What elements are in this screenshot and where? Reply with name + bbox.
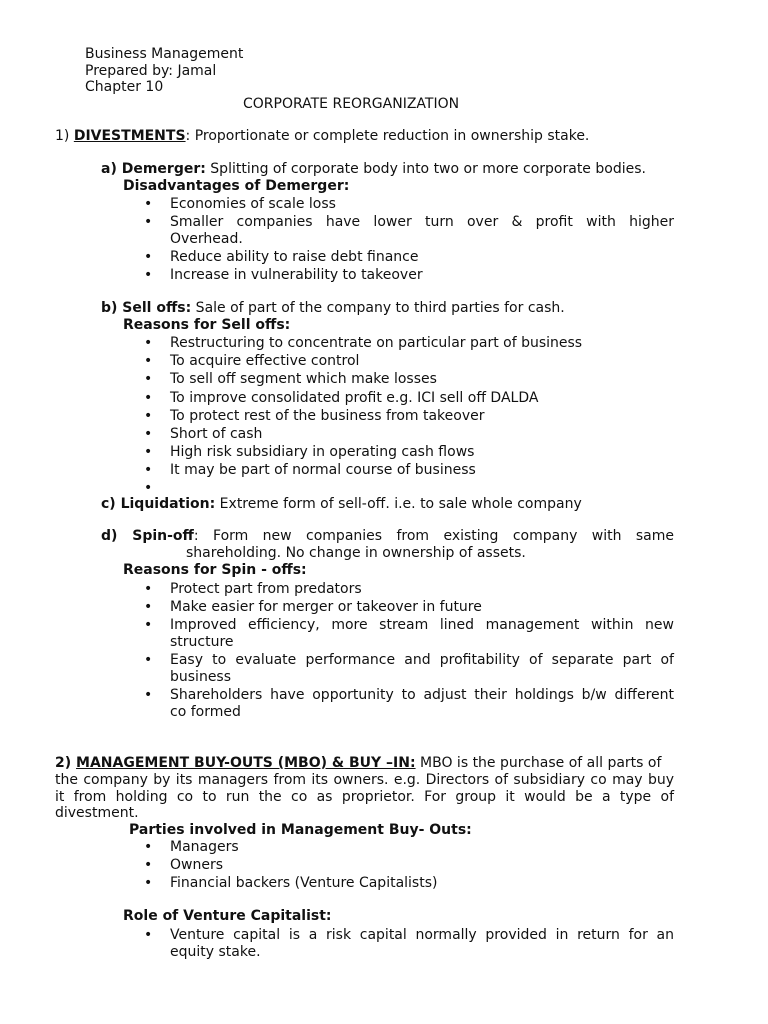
list-item: Make easier for merger or takeover in future: [170, 599, 482, 615]
list-item: Managers: [170, 839, 239, 855]
sell-offs-subheading: Reasons for Sell offs:: [123, 317, 291, 333]
section-2-paragraph-line: divestment.: [55, 805, 139, 821]
bullet-icon: •: [144, 875, 153, 891]
bullet-icon: •: [144, 462, 153, 478]
section-1-number: 1): [55, 128, 74, 144]
list-item: It may be part of normal course of business: [170, 462, 476, 478]
liquidation-line: [101, 496, 582, 513]
bullet-icon: •: [144, 581, 153, 597]
bullet-icon: •: [144, 371, 153, 387]
bullet-icon: •: [144, 196, 153, 212]
spin-off-text-continued: shareholding. No change in ownership of assets.: [186, 545, 526, 561]
list-item: Protect part from predators: [170, 581, 362, 597]
bullet-icon: •: [144, 390, 153, 406]
document-title: CORPORATE REORGANIZATION: [243, 96, 460, 112]
list-item-continuation: equity stake.: [170, 944, 261, 960]
list-item: Easy to evaluate performance and profitability of separate part of: [170, 652, 674, 668]
bullet-icon: •: [144, 249, 153, 265]
spin-off-line: [101, 528, 674, 545]
bullet-icon: •: [144, 353, 153, 369]
venture-capitalist-subheading: Role of Venture Capitalist:: [123, 908, 332, 924]
bullet-icon: •: [144, 426, 153, 442]
list-item: Venture capital is a risk capital normally provided in return for an: [170, 927, 674, 943]
list-item: Smaller companies have lower turn over & profit with higher: [170, 214, 674, 230]
section-2-paragraph-line: the company by its managers from its owners. e.g. Directors of subsidiary co may buy: [55, 772, 674, 788]
prepared-by: Prepared by: Jamal: [85, 63, 217, 79]
bullet-icon: •: [144, 687, 153, 703]
bullet-icon: •: [144, 267, 153, 283]
list-item: Restructuring to concentrate on particular part of business: [170, 335, 583, 351]
section-2-text: MBO is the purchase of all parts of: [415, 755, 662, 771]
bullet-icon: •: [144, 617, 153, 633]
list-item: Increase in vulnerability to takeover: [170, 267, 423, 283]
bullet-icon: •: [144, 857, 153, 873]
section-2-heading: MANAGEMENT BUY-OUTS (MBO) & BUY –IN:: [76, 755, 416, 771]
chapter-number: Chapter 10: [85, 79, 164, 95]
list-item-continuation: business: [170, 669, 232, 685]
list-item-continuation: Overhead.: [170, 231, 243, 247]
demerger-text: Splitting of corporate body into two or more corporate bodies.: [205, 161, 646, 177]
list-item: To sell off segment which make losses: [170, 371, 437, 387]
list-item: Short of cash: [170, 426, 263, 442]
list-item: Improved efficiency, more stream lined management within new: [170, 617, 674, 633]
list-item: To acquire effective control: [170, 353, 360, 369]
list-item: To improve consolidated profit e.g. ICI sell off DALDA: [170, 390, 539, 406]
demerger-label: a) Demerger:: [101, 161, 206, 177]
sell-offs-label: b) Sell offs:: [101, 300, 192, 316]
section-2-line: [55, 755, 661, 772]
spin-off-label: d) Spin-off: [101, 528, 194, 544]
list-item-continuation: co formed: [170, 704, 241, 720]
liquidation-label: c) Liquidation:: [101, 496, 216, 512]
bullet-icon: •: [144, 839, 153, 855]
list-item: Economies of scale loss: [170, 196, 336, 212]
list-item: Reduce ability to raise debt finance: [170, 249, 419, 265]
bullet-icon: •: [144, 335, 153, 351]
bullet-icon: •: [144, 599, 153, 615]
bullet-icon: •: [144, 408, 153, 424]
list-item: Owners: [170, 857, 224, 873]
section-2-number: 2): [55, 755, 77, 771]
course-name: Business Management: [85, 46, 244, 62]
list-item: Financial backers (Venture Capitalists): [170, 875, 438, 891]
sell-offs-text: Sale of part of the company to third parties for cash.: [191, 300, 565, 316]
bullet-icon: •: [144, 652, 153, 668]
list-item: To protect rest of the business from takeover: [170, 408, 485, 424]
section-1-heading: DIVESTMENTS: [73, 128, 186, 144]
bullet-icon: •: [144, 214, 153, 230]
spin-off-subheading: Reasons for Spin - offs:: [123, 562, 307, 578]
section-1-line: [55, 128, 589, 145]
list-item-continuation: structure: [170, 634, 234, 650]
bullet-icon: •: [144, 444, 153, 460]
demerger-line: [101, 161, 646, 178]
liquidation-text: Extreme form of sell-off. i.e. to sale whole company: [215, 496, 582, 512]
list-item: High risk subsidiary in operating cash flows: [170, 444, 475, 460]
list-item: Shareholders have opportunity to adjust their holdings b/w different: [170, 687, 674, 703]
mbo-parties-subheading: Parties involved in Management Buy- Outs:: [129, 822, 472, 838]
spin-off-text: : Form new companies from existing company with same: [193, 528, 674, 544]
section-2-paragraph-line: it from holding co to run the co as proprietor. For group it would be a type of: [55, 789, 674, 805]
bullet-icon: •: [144, 480, 153, 496]
demerger-subheading: Disadvantages of Demerger:: [123, 178, 350, 194]
bullet-icon: •: [144, 927, 153, 943]
section-1-text: : Proportionate or complete reduction in ownership stake.: [185, 128, 590, 144]
sell-offs-line: [101, 300, 565, 317]
